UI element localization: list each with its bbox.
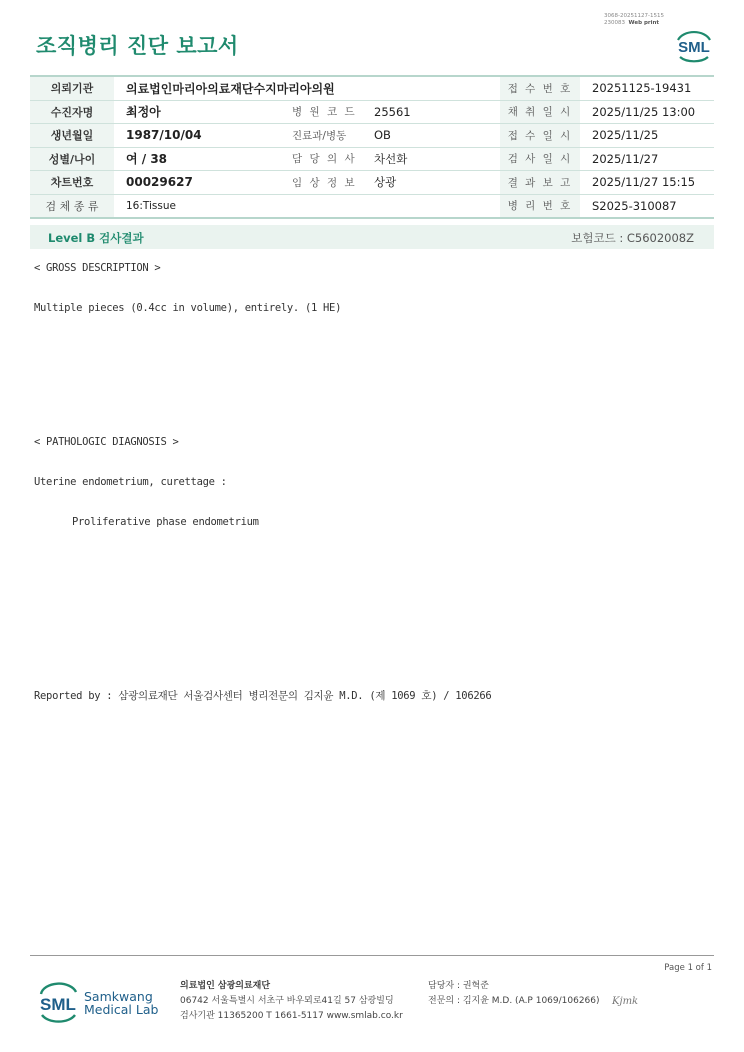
web-print-code: 230083 [604,20,625,26]
lab-name-line2: Medical Lab [84,1002,159,1017]
insurance-code: 보험코드 : C5602008Z [571,231,694,245]
label-sex-age: 성별/나이 [30,147,114,171]
signature-image: Kjmk [612,996,639,1007]
table-row [30,171,714,195]
table-row [30,194,714,218]
sml-logo-text-bottom: SML [40,995,76,1014]
value-result-report: 2025/11/27 15:15 [580,171,714,195]
gross-heading: < GROSS DESCRIPTION > [34,262,161,274]
value-patient-name: 최정아 [114,100,280,124]
footer-org-block [180,979,403,1024]
footer-address: 06742 서울특별시 서초구 바우뫼로41길 57 삼광빌딩 [180,996,394,1006]
label-collection-date: 채 취 일 시 [500,100,580,124]
value-requesting-org: 의료법인마리아의료재단수지마리아의원 [114,76,500,100]
pathologic-site: Uterine endometrium, curettage : [34,476,227,488]
reported-by: Reported by : 삼광의료재단 서울검사센터 병리전문의 김지윤 M.D. (제 1069 호) / 106266 [34,690,492,702]
sml-logo-text: SML [678,39,710,56]
pathologic-heading: < PATHOLOGIC DIAGNOSIS > [34,436,179,448]
sml-logo-icon [36,980,80,1026]
value-receipt-number: 20251125-19431 [580,76,714,100]
footer-staff-block [428,979,600,1009]
pathologic-result: Proliferative phase endometrium [72,516,259,528]
sml-logo-icon [672,26,716,66]
value-specimen-type: 16:Tissue [114,194,500,218]
label-pathology-number: 병 리 번 호 [500,194,580,218]
patient-info-table [30,75,714,219]
footer-specialist: 전문의 : 김지윤 M.D. (A.P 1069/106266) [428,996,600,1006]
label-result-report: 결 과 보 고 [500,171,580,195]
web-print-label: Web print [628,20,660,26]
label-doctor: 담 당 의 사 [280,147,362,171]
label-specimen-type: 검 체 종 류 [30,194,114,218]
gross-text: Multiple pieces (0.4cc in volume), entirely. (1 HE) [34,302,342,314]
label-chart-number: 차트번호 [30,171,114,195]
label-patient-name: 수진자명 [30,100,114,124]
label-department: 진료과/병동 [280,124,362,148]
lab-name-line1: Samkwang [84,989,153,1004]
value-chart-number: 00029627 [114,171,280,195]
label-receipt-number: 접 수 번 호 [500,76,580,100]
label-hospital-code: 병 원 코 드 [280,100,362,124]
label-clinical-info: 임 상 정 보 [280,171,362,195]
table-row [30,76,714,100]
lab-name [84,990,158,1016]
value-hospital-code: 25561 [362,100,500,124]
value-birth-date: 1987/10/04 [114,124,280,148]
table-row [30,124,714,148]
footer-manager: 담당자 : 권혁준 [428,981,489,991]
value-department: OB [362,124,500,148]
value-clinical-info: 상광 [362,171,500,195]
label-receipt-date: 접 수 일 시 [500,124,580,148]
value-collection-date: 2025/11/25 13:00 [580,100,714,124]
table-row [30,100,714,124]
footer-contact: 검사기관 11365200 T 1661-5117 www.smlab.co.kr [180,1011,403,1021]
value-receipt-date: 2025/11/25 [580,124,714,148]
footer-org: 의료법인 삼광의료재단 [180,981,271,991]
value-test-date: 2025/11/27 [580,147,714,171]
footer-divider [30,955,714,956]
value-doctor: 차선화 [362,147,500,171]
value-pathology-number: S2025-310087 [580,194,714,218]
label-birth-date: 생년월일 [30,124,114,148]
report-title: 조직병리 진단 보고서 [36,34,239,58]
web-print-stamp [604,13,684,27]
result-level-label: Level B 검사결과 [48,231,144,245]
web-print-id: 3068-20251127-1515 [604,13,664,19]
label-requesting-org: 의뢰기관 [30,76,114,100]
label-test-date: 검 사 일 시 [500,147,580,171]
value-sex-age: 여 / 38 [114,147,280,171]
page-number: Page 1 of 1 [664,963,712,973]
table-row [30,147,714,171]
